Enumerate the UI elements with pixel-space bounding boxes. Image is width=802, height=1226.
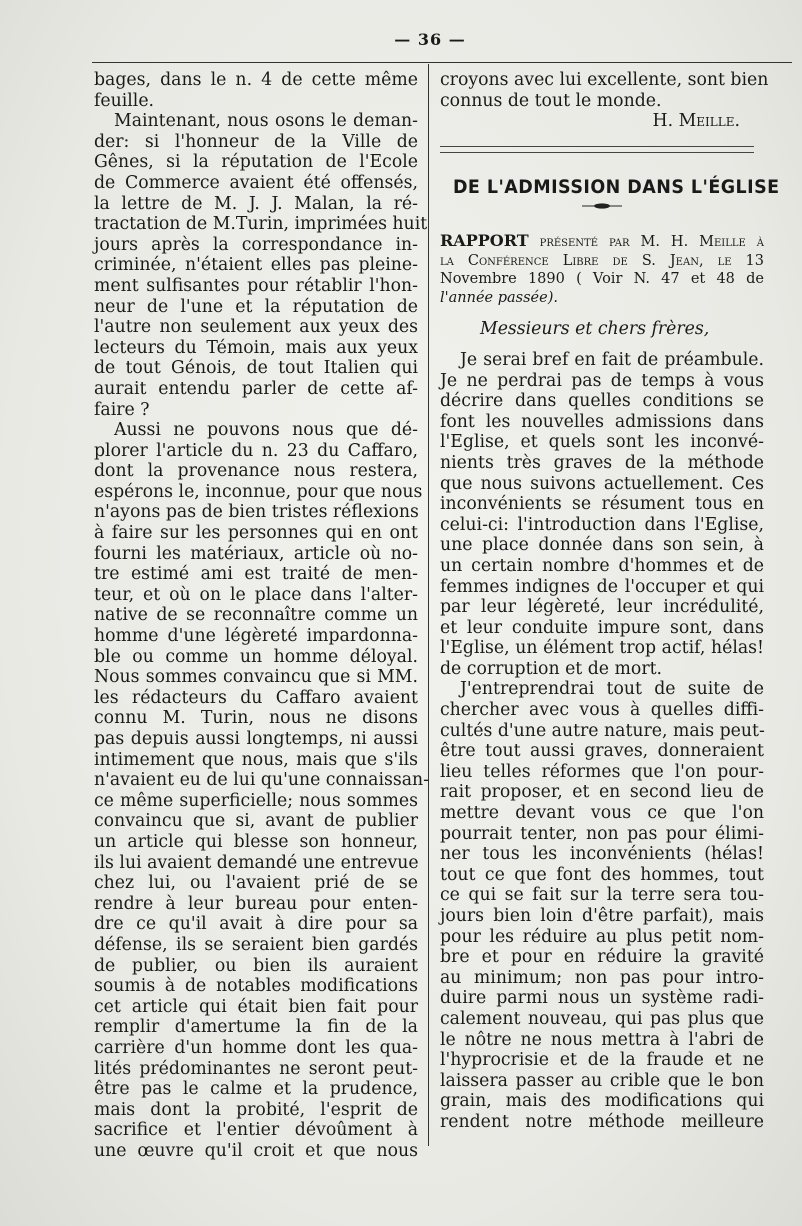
report-body [440, 350, 764, 1133]
text-line: l'hyprocrisie et de la fraude et ne [440, 1050, 764, 1071]
text-line: homme d'une légèreté impardonna- [94, 626, 418, 647]
text-line: criminée, n'étaient elles pas pleine- [94, 255, 418, 276]
text-line: cet article qui était bien fait pour [94, 996, 418, 1017]
text-line: ils lui avaient demandé une entrevue [94, 852, 419, 873]
text-line: J'entreprendrai tout de suite de [460, 679, 764, 700]
text-line: neur de l'une et la réputation de [94, 296, 418, 317]
text-line: tout ce que font des hommes, tout [440, 864, 764, 885]
text-line: Je ne perdrai pas de temps à vous [440, 370, 764, 391]
section-title: DE L'ADMISSION DANS L'ÉGLISE [452, 175, 780, 198]
text-line: l'autre non seulement aux yeux des [94, 317, 418, 338]
salutation: Messieurs et chers frères, [480, 319, 710, 340]
text-line: remplir d'amertume la fin de la [94, 1017, 418, 1038]
text-line: décrire dans quelles conditions se [440, 391, 764, 412]
report-line: la Conférence Libre de S. Jean, le 13 [440, 252, 764, 269]
text-line: ce qui se fait sur la terre sera tou- [440, 885, 764, 906]
text-line: jours bien loin d'être parfait), mais [440, 906, 764, 926]
text-line: de corruption et de mort. [440, 658, 663, 679]
text-line: Aussi ne pouvons nous que dé- [114, 420, 418, 441]
text-line: teur, et où on le place dans l'alter- [94, 584, 418, 605]
text-line: rait proposer, et en second lieu de [440, 782, 764, 803]
text-line: pas depuis aussi longtemps, ni aussi [94, 729, 418, 749]
column-divider [428, 64, 429, 1146]
text-line: jours après la correspondance in- [94, 234, 418, 255]
text-line: laissera passer au crible que le bon [440, 1070, 764, 1091]
text-line: mais dont la probité, l'esprit de [94, 1099, 418, 1120]
report-heading [440, 232, 764, 307]
text-line: fourni les matériaux, article où no- [94, 543, 418, 564]
continuation-line: croyons avec lui excellente, sont bien [440, 70, 769, 90]
author-signature: H. Meille. [652, 111, 740, 132]
text-line: la lettre de M. J. J. Malan, la ré- [94, 193, 418, 214]
text-line: les rédacteurs du Caffaro avaient [94, 687, 418, 708]
text-line: celui-ci: l'introduction dans l'Eglise, [440, 514, 764, 535]
text-line: ment sulfisantes pour rétablir l'hon- [94, 275, 418, 296]
text-line: Nous sommes convaincu que si MM. [94, 667, 418, 688]
text-line: au minimum; non pas pour intro- [440, 967, 764, 988]
ornament-icon [580, 202, 624, 210]
text-line: native de se reconnaître comme un [94, 605, 418, 626]
text-line: l'Eglise, et quels sont les inconvé- [440, 432, 764, 453]
text-line: une place donnée dans son sein, à [440, 535, 764, 556]
text-line: intimement que nous, mais que s'ils [94, 749, 418, 770]
text-line: dre ce qu'il avait à dire pour sa [94, 914, 418, 935]
text-line: le nôtre ne nous mettra à l'abri de [440, 1029, 764, 1050]
section-divider [440, 146, 754, 153]
text-line: une œuvre qu'il croit et que nous [94, 1140, 418, 1161]
text-line: tractation de M.Turin, imprimées huit [94, 214, 428, 235]
text-line: n'avaient eu de lui qu'une connaissan- [94, 770, 429, 791]
text-line: aurait entendu parler de cette af- [94, 378, 418, 399]
text-line: que nous suivons actuellement. Ces [440, 473, 764, 494]
text-line: mettre devant vous ce que l'on [440, 803, 764, 824]
text-line: soumis à de notables modifications [94, 976, 418, 997]
text-line: calement nouveau, qui pas plus que [440, 1008, 764, 1029]
text-line: bages, dans le n. 4 de cette même [94, 70, 418, 90]
text-line: de tout Génois, de tout Italien qui [94, 358, 418, 379]
text-line: n'ayons pas de bien tristes réflexions [94, 502, 419, 523]
text-line: chez lui, ou l'avaient prié de se [94, 873, 418, 894]
text-line: Maintenant, nous osons le deman- [114, 111, 418, 132]
text-line: pourrait tenter, non pas pour élimi- [440, 823, 764, 844]
text-line: font les nouvelles admissions dans [440, 411, 764, 432]
text-line: à faire sur les personnes qui en ont [94, 523, 418, 544]
right-column [440, 70, 780, 1133]
text-line: grain, mais des modifications qui [440, 1091, 764, 1112]
text-line: rendre à leur bureau pour enten- [94, 893, 418, 914]
text-line: l'Eglise, un élément trop actif, hélas! [440, 638, 764, 659]
text-line: par leur légèreté, leur incrédulité, [440, 597, 764, 618]
text-line: et leur conduite impure sont, dans [440, 617, 764, 638]
text-line: lieu telles réformes que l'on pour- [440, 761, 764, 782]
continuation-line: connus de tout le monde. [440, 90, 662, 111]
text-line: faire ? [94, 399, 150, 420]
text-line: dont la provenance nous restera, [94, 461, 418, 482]
text-line: un certain nombre d'hommes et de [440, 555, 764, 576]
text-line: ner tous les inconvénients (hélas! [440, 844, 764, 865]
text-line: bre et pour en réduire la gravité [440, 947, 764, 968]
text-line: tre estimé ami est traité de men- [94, 564, 418, 585]
text-line: sacrifice et l'entier dévoûment à [94, 1120, 418, 1141]
text-line: chercher avec vous à quelles diffi- [440, 700, 764, 721]
header-rule [92, 62, 792, 63]
text-line: ble ou comme un homme déloyal. [94, 646, 418, 667]
text-line: duire parmi nous un système radi- [440, 988, 764, 1009]
text-line: rendent notre méthode meilleure [440, 1111, 764, 1132]
report-line: présenté par M. H. Meille à [528, 234, 764, 251]
page-number: — 36 — [394, 30, 466, 49]
text-line: cultés d'une autre nature, mais peut- [440, 720, 765, 741]
text-line: Je serai bref en fait de préambule. [460, 349, 764, 370]
text-line: Gênes, si la réputation de l'Ecole [94, 152, 418, 173]
report-line: l'année passée). [440, 289, 558, 306]
text-line: de Commerce avaient été offensés, [94, 172, 418, 193]
text-line: convaincu que si, avant de publier [94, 811, 418, 832]
text-line: plorer l'article du n. 23 du Caffaro, [94, 440, 418, 461]
text-line: carrière d'un homme dont les qua- [94, 1037, 418, 1058]
text-line: de publier, ou bien ils auraient [94, 955, 418, 976]
text-line: connu M. Turin, nous ne disons [94, 708, 418, 729]
text-line: espérons le, inconnue, pour que nous [94, 481, 423, 502]
text-line: défense, ils se seraient bien gardés [94, 934, 418, 955]
text-line: ce même superficielle; nous sommes [94, 790, 418, 811]
text-line: être pas le calme et la prudence, [94, 1079, 418, 1100]
text-line: nients très graves de la méthode [440, 452, 764, 473]
text-line: pour les réduire au plus petit nom- [440, 926, 764, 947]
report-line: Novembre 1890 ( Voir N. 47 et 48 de [440, 271, 764, 288]
text-line: être tout aussi graves, donneraient [440, 741, 764, 762]
text-line: feuille. [94, 90, 155, 111]
text-line: lecteurs du Témoin, mais aux yeux [94, 337, 418, 358]
report-lead: RAPPORT [440, 231, 529, 251]
text-line: femmes indignes de l'occuper et qui [440, 576, 764, 597]
text-line: der: si l'honneur de la Ville de [94, 131, 418, 152]
left-column [94, 70, 429, 1161]
text-line: un article qui blesse son honneur, [94, 831, 418, 852]
text-line: lités prédominantes ne seront peut- [94, 1058, 418, 1079]
text-line: inconvénients se résument tous en [440, 494, 764, 515]
